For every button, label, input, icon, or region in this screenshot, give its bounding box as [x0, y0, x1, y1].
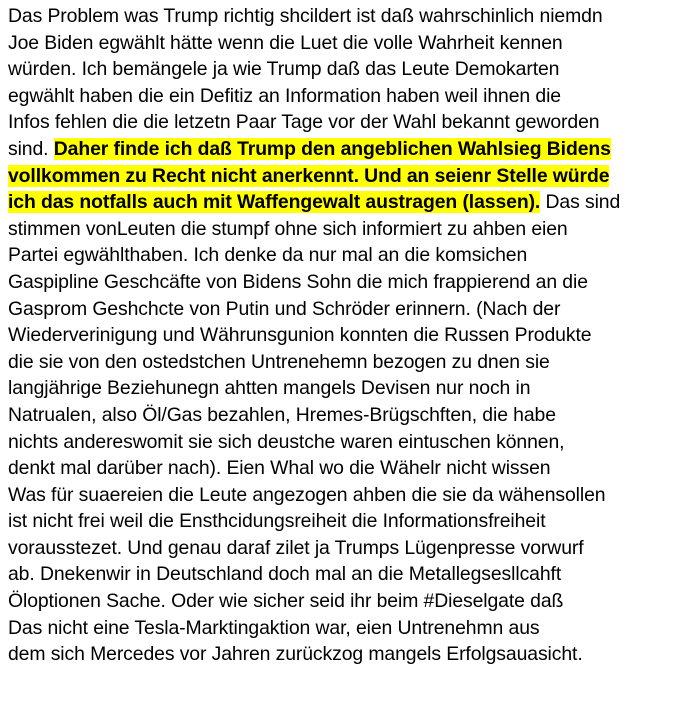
text-segment: Das Problem was Trump richtig shcildert ist daß wahrschinlich niemdn — [8, 5, 603, 27]
document-text — [8, 3, 694, 668]
text-segment: ist nicht frei weil die Ensthcidungsreiheit die Informationsfreiheit — [8, 510, 546, 533]
text-segment: Gaspipline Geschcäfte von Bidens Sohn die mich frappierend an die — [8, 270, 588, 293]
text-segment: würden. Ich bemängele ja wie Trump daß das Leute Demokarten — [8, 58, 560, 81]
highlighted-text: Daher finde ich daß Trump den angeblichen Wahlsieg Bidens — [53, 137, 611, 160]
text-line — [8, 588, 694, 615]
text-segment: Was für suaereien die Leute angezogen ahben die sie da wähensollen — [8, 483, 606, 506]
text-line — [8, 109, 694, 136]
text-line — [8, 163, 694, 190]
text-segment: nichts andereswomit sie sich deustche waren eintuschen können, — [8, 430, 565, 453]
text-line — [8, 455, 694, 482]
text-line — [8, 136, 694, 163]
text-line — [8, 482, 694, 509]
text-line — [8, 189, 694, 216]
text-segment: Infos fehlen die die letzetn Paar Tage vor der Wahl bekannt geworden — [8, 111, 600, 134]
text-segment: Gasprom Geshchcte von Putin und Schröder erinnern. (Nach der — [8, 297, 561, 320]
text-segment: langjährige Beziehunegn ahtten mangels Devisen nur noch in — [8, 377, 531, 400]
text-line — [8, 375, 694, 402]
text-line — [8, 83, 694, 110]
text-line — [8, 242, 694, 269]
text-line — [8, 296, 694, 323]
text-segment: die sie von den ostedstchen Untrenehemn bezogen zu dnen sie — [8, 350, 550, 373]
text-segment: Wiederverinigung und Währunsgunion konnten die Russen Produkte — [8, 324, 592, 347]
text-line — [8, 322, 694, 349]
text-segment: Das nicht eine Tesla-Marktingaktion war, eien Untrenehmn aus — [8, 616, 540, 639]
text-line — [8, 641, 694, 668]
text-segment: Partei egwählthaben. Ich denke da nur mal an die komsichen — [8, 244, 528, 267]
text-segment: Öloptionen Sache. Oder wie sicher seid ihr beim #Dieselgate daß — [8, 590, 564, 613]
text-line — [8, 402, 694, 429]
text-segment: denkt mal darüber nach). Eien Whal wo die Wähelr nicht wissen — [8, 457, 551, 480]
text-line — [8, 56, 694, 83]
highlighted-text: vollkommen zu Recht nicht anerkennt. Und an seienr Stelle würde — [8, 164, 610, 187]
text-segment: vorausstezet. Und genau daraf zilet ja Trumps Lügenpresse vorwurf — [8, 536, 584, 559]
text-line — [8, 535, 694, 562]
highlighted-text: ich das notfalls auch mit Waffengewalt austragen (lassen). — [8, 191, 541, 214]
text-line — [8, 429, 694, 456]
text-segment: ab. Dnekenwir in Deutschland doch mal an die Metallegsesllcahft — [8, 563, 562, 586]
text-segment: Das sind — [540, 191, 621, 214]
text-segment: Natrualen, also Öl/Gas bezahlen, Hremes-Brügschften, die habe — [8, 403, 556, 426]
text-line — [8, 349, 694, 376]
text-line — [8, 3, 694, 30]
text-line — [8, 508, 694, 535]
text-segment: stimmen vonLeuten die stumpf ohne sich informiert zu ahben eien — [8, 217, 568, 240]
text-line — [8, 615, 694, 642]
text-segment: Joe Biden egwählt hätte wenn die Luet die volle Wahrheit kennen — [8, 31, 563, 54]
text-line — [8, 30, 694, 57]
text-line — [8, 561, 694, 588]
text-segment: sind. — [8, 137, 54, 160]
text-line — [8, 216, 694, 243]
text-segment: dem sich Mercedes vor Jahren zurückzog mangels Erfolgsauasicht. — [8, 643, 583, 666]
text-line — [8, 269, 694, 296]
text-segment: egwählt haben die ein Defitiz an Information haben weil ihnen die — [8, 84, 561, 107]
